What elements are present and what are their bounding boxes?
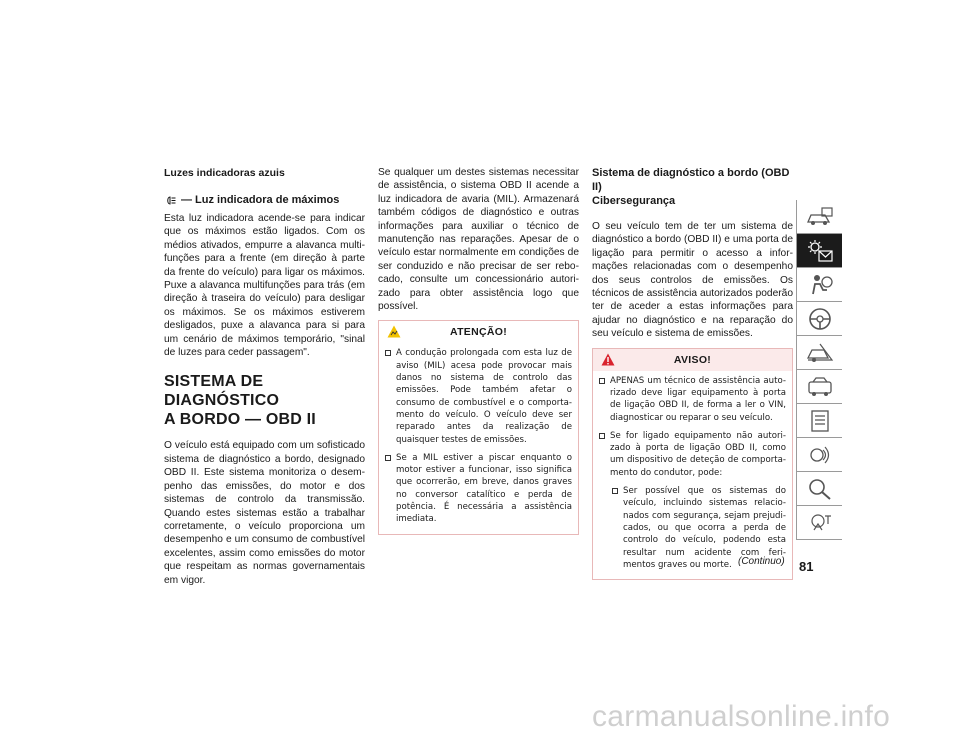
warning-triangle-icon xyxy=(601,353,615,366)
checkbox-bullet-icon xyxy=(385,350,391,356)
caution-box-header xyxy=(379,321,578,343)
watermark: carmanualsonline.info xyxy=(592,700,891,733)
column-left xyxy=(164,166,365,587)
caution-item-text: Se a MIL estiver a piscar enquanto o motor estiver a funcionar, isso significa que ocorrerão, em breve, danos graves no conversor catalítico e perda de potência. É necessária a assistência imediata. xyxy=(396,452,572,525)
tab-multimedia[interactable] xyxy=(796,438,842,472)
subheading-high-beam xyxy=(164,193,365,207)
caution-box-title: ATENÇÃO! xyxy=(449,326,508,339)
heading-cybersecurity-line1: Sistema de diagnóstico a bordo (OBD II) xyxy=(592,167,790,193)
tab-warning-lights[interactable] xyxy=(796,234,842,268)
caution-item xyxy=(385,347,572,445)
checkbox-bullet-icon xyxy=(385,455,391,461)
column-right xyxy=(592,166,793,580)
subheading-high-beam-text: — Luz indicadora de máximos xyxy=(181,194,340,206)
paragraph-obd-intro: O veículo está equipado com um sofisticado sistema de diagnóstico a bordo, designado OBD II. Este sistema monitoriza o desem-penho das emissões, do motor e dos sistemas de controlo da transmissão. Quando estes sistemas estão a trabalhar corretamente, o veículo proporciona um desempenho e um consumo de combustível excelentes, assim como emissões do motor que respeitam as normas governamentais em vigor. xyxy=(164,440,365,586)
warning-item xyxy=(599,430,786,479)
search-icon xyxy=(805,476,835,502)
steering-wheel-icon xyxy=(805,306,835,332)
page-number: 81 xyxy=(799,559,814,574)
heading-blue-indicators: Luzes indicadoras azuis xyxy=(164,167,285,179)
checkbox-bullet-icon xyxy=(612,488,618,494)
warning-subitem-text: Ser possível que os sistemas do veículo, incluindo sistemas relacio-nados com segurança, sejam prejudi-cados, ou que ocorra a perda de controlo do veículo, podendo esta resultar num acidente com feri-mentos graves ou morte. xyxy=(623,486,786,570)
warning-item-text: APENAS um técnico de assistência auto-rizado deve ligar equipamento à porta de ligação OBD II, de forma a ler o VIN, diagnosticar ou reparar o seu veículo. xyxy=(610,375,786,423)
airbag-icon xyxy=(805,272,835,298)
chapter-tabs xyxy=(796,200,842,540)
tab-airbag[interactable] xyxy=(796,268,842,302)
warning-box-header xyxy=(593,349,792,371)
warning-item-text: Se for ligado equipamento não autori-zado à porta de ligação OBD II, como um dispositivo de deteção de comporta-mento do condutor, pode: xyxy=(610,430,786,478)
checklist-icon xyxy=(805,408,835,434)
high-beam-icon xyxy=(164,196,176,205)
caution-item-text: A condução prolongada com esta luz de aviso (MIL) acesa pode provocar mais danos no sistema de controlo das emissões. Pode também afetar o consumo de combustível e o comporta-mento do veículo. O veículo deve ser reparado antes da realização de quaisquer testes de emissões. xyxy=(396,348,572,445)
tire-icon xyxy=(805,340,835,366)
caution-triangle-icon xyxy=(387,325,401,338)
tab-search[interactable] xyxy=(796,472,842,506)
multimedia-icon xyxy=(805,442,835,468)
checkbox-bullet-icon xyxy=(599,378,605,384)
tab-tire[interactable] xyxy=(796,336,842,370)
heading-cybersecurity-line2: Cibersegurança xyxy=(592,195,676,207)
tab-car-dashboard[interactable] xyxy=(796,200,842,234)
checkbox-bullet-icon xyxy=(599,433,605,439)
tab-steering-wheel[interactable] xyxy=(796,302,842,336)
tab-car-service[interactable] xyxy=(796,370,842,404)
tab-language-index[interactable] xyxy=(796,506,842,540)
section-title-obd xyxy=(164,372,365,429)
language-index-icon xyxy=(805,510,835,536)
section-title-line1: SISTEMA DE DIAGNÓSTICO xyxy=(164,373,280,410)
section-title-line2: A BORDO — OBD II xyxy=(164,411,316,429)
warning-box xyxy=(592,348,793,580)
warning-item xyxy=(599,375,786,424)
tab-checklist[interactable] xyxy=(796,404,842,438)
warning-box-title: AVISO! xyxy=(673,353,712,366)
continued-label: (Continuo) xyxy=(738,556,785,567)
paragraph-high-beam: Esta luz indicadora acende-se para indicar que os máximos estão ligados. Com os médios ativados, empurre a alavanca multi-funções para a frente (em direção à parte da frente do veículo) para ligar os máximos. Puxe a alavanca multifunções para trás (em direção à traseira do veículo) para desligar os máximos. Se os máximos estiverem desligados, puxe a alavanca para si para um cenário de máximos temporário, "sinal de luzes para ceder passagem". xyxy=(164,213,365,359)
caution-box xyxy=(378,320,579,534)
heading-cybersecurity xyxy=(592,166,793,208)
warning-box-body xyxy=(593,371,792,579)
paragraph-obd-service: Se qualquer um destes sistemas necessitar de assistência, o sistema OBD II acende a luz indicadora de avaria (MIL). Armazenará também códigos de diagnóstico e outras informações para auxiliar o técnico de manutenção nas reparações. Apesar de o veículo estar normalmente em condições de ser conduzido e não precisar de ser rebo-cado, consulte um concessionário autori-zado para obter assistência logo que possível. xyxy=(378,167,579,313)
car-service-icon xyxy=(805,374,835,400)
caution-box-body xyxy=(379,343,578,533)
column-middle xyxy=(378,166,579,535)
paragraph-cybersecurity: O seu veículo tem de ter um sistema de diagnóstico a bordo (OBD II) e uma porta de ligação para permitir o acesso a infor-mações relacionadas com o desempenho dos seus controlos de emissões. Os técnicos de assistência autorizados poderão ter de aceder a estas informações para ajudar no diagnóstico e na reparação do seu veículo e sistema de emissões. xyxy=(592,221,793,340)
caution-item xyxy=(385,452,572,526)
car-dashboard-icon xyxy=(805,204,835,230)
warning-lights-icon xyxy=(805,238,835,264)
